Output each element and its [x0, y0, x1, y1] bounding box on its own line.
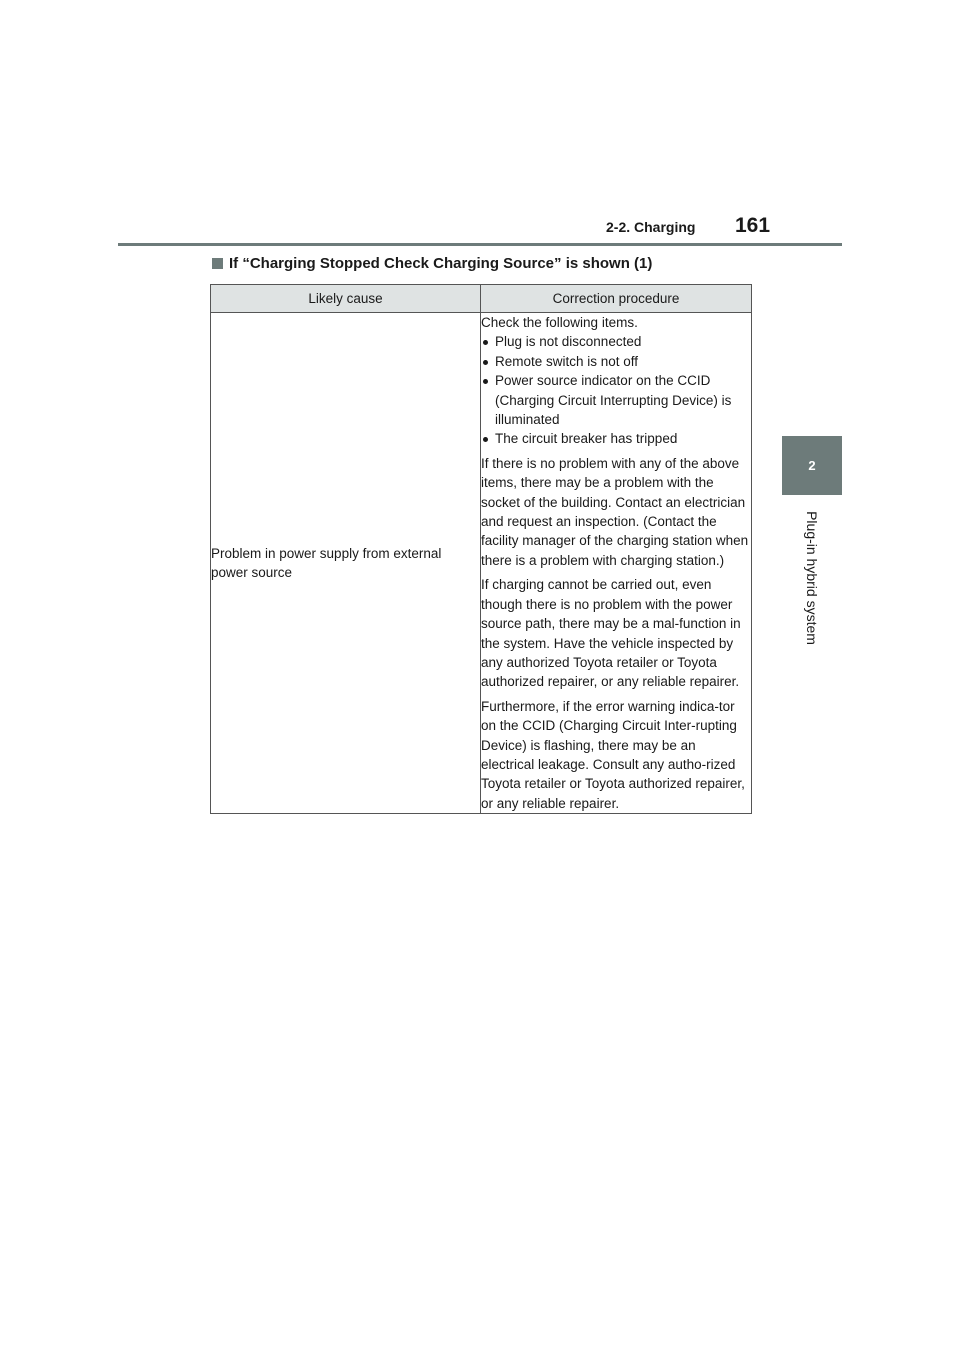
table-row: [211, 313, 752, 814]
bullet-icon: [483, 379, 488, 384]
procedure-lead: Check the following items.: [481, 315, 638, 330]
chapter-tab: [782, 436, 842, 495]
bullet-icon: [483, 437, 488, 442]
list-item: [481, 332, 751, 351]
page-number: 161: [735, 214, 771, 237]
troubleshooting-table: [210, 284, 752, 814]
running-header-section: 2-2. Charging: [606, 219, 696, 235]
procedure-cell: [481, 313, 752, 814]
section-heading-text: If “Charging Stopped Check Charging Source” is shown (1): [229, 255, 653, 272]
square-bullet-icon: [212, 258, 223, 269]
procedure-paragraph: If charging cannot be carried out, even though there is no problem with the power source path, there may be a mal-function in the system. Have the vehicle inspected by any authorized Toyota retailer or Toyota authorized repairer, or any reliable repairer.: [481, 577, 741, 690]
column-header-procedure: Correction procedure: [481, 285, 752, 313]
list-item: [481, 371, 751, 429]
check-items-list: [481, 332, 751, 448]
list-item-text: The circuit breaker has tripped: [495, 431, 678, 447]
table-header-row: [211, 285, 752, 313]
bullet-icon: [483, 360, 488, 365]
list-item-text: Power source indicator on the CCID (Charging Circuit Interrupting Device) is illuminated: [495, 373, 732, 428]
chapter-number: 2: [808, 458, 816, 473]
list-item: [481, 429, 751, 448]
procedure-paragraph: Furthermore, if the error warning indica-tor on the CCID (Charging Circuit Inter-rupting Device) is flashing, there may be an electrical leakage. Consult any autho-rized Toyota retailer or Toyota authorized repairer, or any reliable repairer.: [481, 698, 745, 811]
bullet-icon: [483, 340, 488, 345]
chapter-title: Plug-in hybrid system: [804, 511, 820, 645]
list-item-text: Plug is not disconnected: [495, 334, 642, 350]
list-item-text: Remote switch is not off: [495, 353, 639, 369]
list-item: [481, 352, 751, 371]
section-heading: [212, 255, 652, 272]
header-rule: [118, 243, 842, 246]
procedure-paragraph: If there is no problem with any of the above items, there may be a problem with the socket of the building. Contact an electrician and request an inspection. (Contact the facility manager of the charging station when there is a problem with charging station.): [481, 455, 749, 568]
column-header-cause: Likely cause: [211, 285, 481, 313]
cause-cell: Problem in power supply from external power source: [211, 313, 481, 814]
